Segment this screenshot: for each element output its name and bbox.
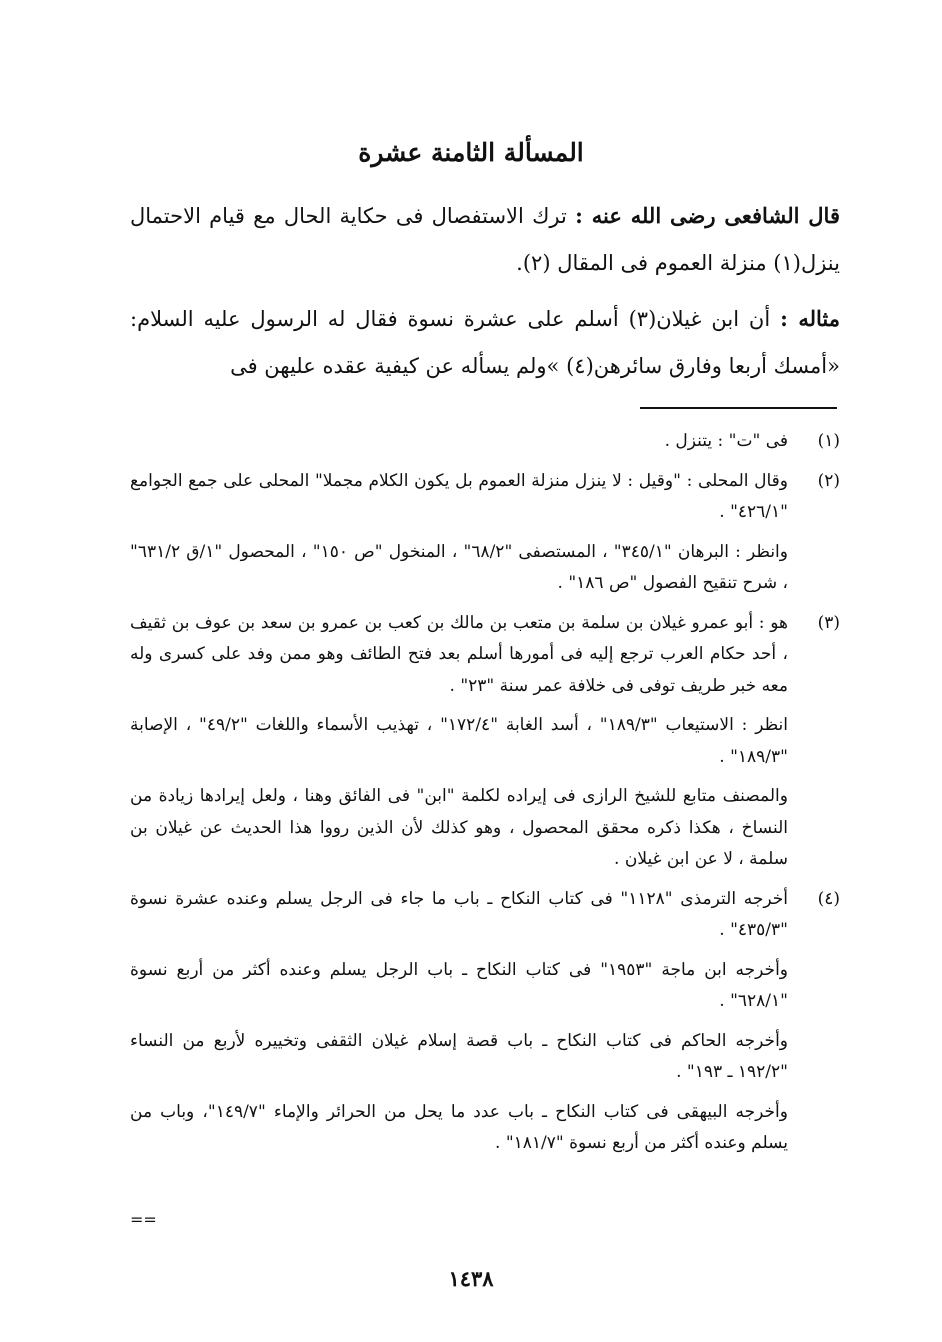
paragraph-text: أن ابن غيلان(٣) أسلم على عشرة نسوة فقال له الرسول عليه السلام: «أمسك أربعا وفارق سائرهن(٤) »ولم يسأله عن كيفية عقده عليهن فى (130, 307, 840, 378)
footnote-3 (130, 608, 840, 876)
continuation-marker: == (130, 1210, 157, 1229)
footnote-paragraph: هو : أبو عمرو غيلان بن سلمة بن متعب بن مالك بن كعب بن عمرو بن سعد بن عوف بن ثقيف ، أحد حكام العرب ترجع إليه فى أمورها أسلم بعد فتح الطائف وهو ممن وفد على كسرى وله معه خبر طريف توفى فى خلافة عمر سنة "٢٣" . (130, 612, 788, 696)
footnote-paragraph: أخرجه الترمذى "١١٢٨" فى كتاب النكاح ـ باب ما جاء فى الرجل يسلم وعنده عشرة نسوة "٤٣٥/٣" . (130, 888, 788, 940)
footnotes (130, 426, 840, 1168)
footnote-1 (130, 426, 840, 458)
paragraph-lead: قال الشافعى رضى الله عنه : (575, 203, 840, 228)
footnote-separator (640, 407, 837, 409)
footnote-paragraph: انظر : الاستيعاب "١٨٩/٣" ، أسد الغابة "١٧٢/٤" ، تهذيب الأسماء واللغات "٤٩/٢" ، الإصابة "١٨٩/٣" . (130, 715, 788, 767)
footnote-paragraph: وانظر : البرهان "٣٤٥/١" ، المستصفى "٦٨/٢" ، المنخول "ص ١٥٠" ، المحصول "١/ق ٦٣١/٢" ، شرح تنقيح الفصول "ص ١٨٦" . (130, 541, 788, 593)
section-title: المسألة الثامنة عشرة (358, 138, 584, 167)
footnote-paragraph: وأخرجه ابن ماجة "١٩٥٣" فى كتاب النكاح ـ باب الرجل يسلم وعنده أكثر من أربع نسوة "٦٢٨/١" . (130, 959, 788, 1011)
paragraph-text: ترك الاستفصال فى حكاية الحال مع قيام الاحتمال ينزل(١) منزلة العموم فى المقال (٢). (130, 204, 840, 275)
paragraph-lead: مثاله : (780, 306, 840, 331)
footnote-number: (٤) (817, 888, 840, 909)
page-number: ١٤٣٨ (448, 1266, 494, 1291)
rule-paragraph (130, 192, 840, 287)
footnote-paragraph: فى "ت" : يتنزل . (664, 431, 788, 451)
footnote-paragraph: وأخرجه البيهقى فى كتاب النكاح ـ باب عدد ما يحل من الحرائر والإماء "١٤٩/٧"، وباب من يسلم وعنده أكثر من أربع نسوة "١٨١/٧" . (130, 1101, 788, 1153)
footnote-number: (٢) (817, 470, 840, 491)
example-paragraph (130, 295, 840, 390)
footnote-number: (٣) (817, 612, 840, 633)
footnote-2 (130, 466, 840, 600)
footnote-paragraph: وقال المحلى : "وقيل : لا ينزل منزلة العموم بل يكون الكلام مجملا" المحلى على جمع الجوامع "٤٢٦/١" . (130, 470, 788, 522)
footnote-paragraph: والمصنف متابع للشيخ الرازى فى إيراده لكلمة "ابن" فى الفائق وهنا ، ولعل إيرادها زيادة من النساخ ، هكذا ذكره محقق المحصول ، وهو كذلك لأن الذين رووا هذا الحديث عن غيلان بن سلمة ، لا عن ابن غيلان . (130, 786, 788, 869)
footnote-paragraph: وأخرجه الحاكم فى كتاب النكاح ـ باب قصة إسلام غيلان الثقفى وتخييره لأربع من النساء "١٩٢/٢ ـ ١٩٣" . (130, 1030, 788, 1082)
footnote-4 (130, 884, 840, 1160)
footnote-number: (١) (817, 431, 840, 451)
